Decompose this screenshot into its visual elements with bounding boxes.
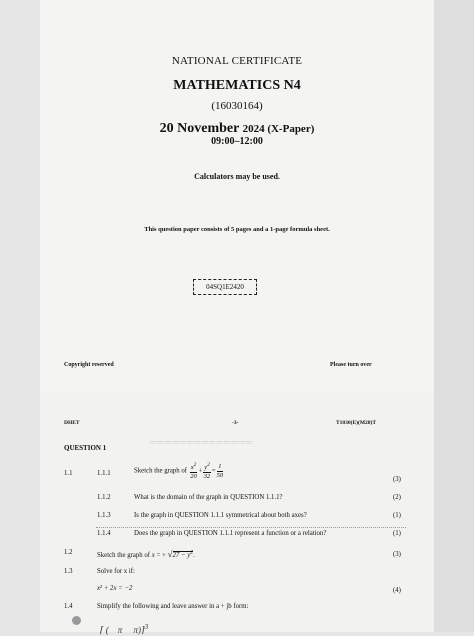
equation: x² + 2x = −2 <box>97 585 133 592</box>
exam-date-year: 2024 (X-Paper) <box>242 123 315 135</box>
item-mark: (1) <box>393 530 401 537</box>
subject-title: MATHEMATICS N4 <box>173 78 301 93</box>
item-mark: (2) <box>393 494 401 501</box>
item-number: 1.2 <box>64 549 73 556</box>
calculator-note: Calculators may be used. <box>194 172 280 181</box>
fraction-x2-20: $\frac{x^2}{20}$ <box>190 462 197 481</box>
item-text-label: Sketch the graph of <box>97 552 151 559</box>
cover-page <box>40 0 434 392</box>
item-number: 1.4 <box>64 603 73 610</box>
item-text: Sketch the graph of x = + $√27 - y^2$. <box>97 549 195 559</box>
item-text: Sketch the graph of $\frac{x^2}{20}$ + $\frac{y^2}{32}$ = $\frac{1}{50}$ <box>134 462 224 481</box>
item-mark: (3) <box>393 551 401 558</box>
fraction-y2-32: $\frac{y^2}{32}$ <box>203 462 211 481</box>
item-number: 1.1 <box>64 470 73 477</box>
item-mark: (1) <box>393 512 401 519</box>
item-mark: (4) <box>393 587 401 594</box>
certificate-title: NATIONAL CERTIFICATE <box>171 55 303 67</box>
fraction-1-50: $\frac{1}{50}$ <box>216 462 224 479</box>
cut-off-expression: ⌈ ( π π)⌉$^3$ <box>100 622 149 635</box>
header-left: DHET <box>64 420 80 426</box>
item-text: Is the graph in QUESTION 1.1.1 symmetrical about both axes? <box>134 512 307 519</box>
header-page-number: -3- <box>232 420 239 426</box>
item-text-label: Sketch the graph of <box>134 467 188 475</box>
scan-margin <box>434 0 474 632</box>
item-subnumber: 1.1.2 <box>97 494 111 501</box>
item-number: 1.3 <box>64 568 73 575</box>
header-right: T1030(E)(M28)T <box>336 420 377 426</box>
exam-date <box>40 121 434 137</box>
bullet-icon <box>72 616 81 625</box>
item-subnumber: 1.1.1 <box>97 470 111 477</box>
question-title: QUESTION 1 <box>64 444 107 452</box>
bleed-through-text: ══════════════ <box>150 437 254 447</box>
item-mark: (3) <box>393 476 401 483</box>
item-text: Does the graph in QUESTION 1.1.1 represent a function or a relation? <box>134 530 327 537</box>
exam-time: 09:00–12:00 <box>211 136 263 147</box>
exam-date-main: 20 November <box>159 121 240 136</box>
turn-over-note: Please turn over <box>330 362 372 368</box>
copyright-note: Copyright reserved <box>64 362 114 368</box>
item-text: Solve for x if: <box>97 568 135 575</box>
item-subnumber: 1.1.3 <box>97 512 111 519</box>
item-text: Simplify the following and leave answer in a + jb form: <box>97 603 249 610</box>
item-text: What is the domain of the graph in QUESTION 1.1.1? <box>134 494 283 501</box>
subject-code: (16030164) <box>211 100 263 112</box>
item-subnumber: 1.1.4 <box>97 530 111 537</box>
pages-note: This question paper consists of 5 pages and a 1-page formula sheet. <box>144 226 330 233</box>
scan-artifact-line <box>96 527 406 528</box>
paper-code: 04SQ1E2420 <box>193 279 257 295</box>
